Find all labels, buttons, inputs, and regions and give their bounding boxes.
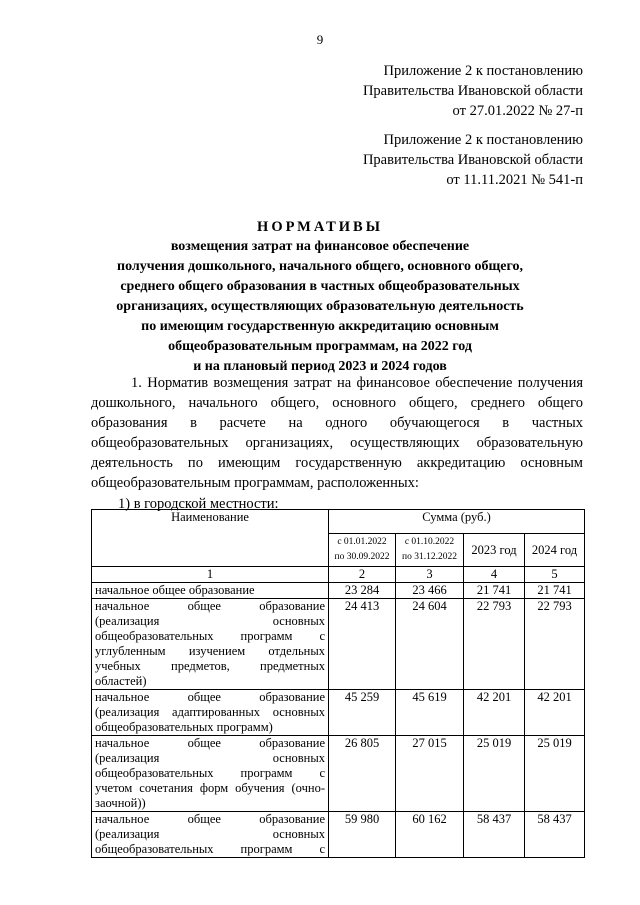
table-row [92, 736, 585, 812]
value-2023: 42 201 [464, 690, 525, 736]
table-row [92, 599, 585, 690]
value-2024: 22 793 [525, 599, 585, 690]
value-period-2: 45 619 [396, 690, 464, 736]
value-2023: 22 793 [464, 599, 525, 690]
row-name-line: общеобразовательных программ) [95, 720, 273, 734]
value-period-2: 23 466 [396, 583, 464, 599]
row-name [92, 583, 329, 599]
row-name-line: общеобразовательных программ с [95, 842, 325, 856]
appendix-line: Правительства Ивановской области [362, 152, 583, 168]
header-year-2024: 2024 год [525, 534, 585, 567]
row-name-line: (реализация основных [95, 827, 325, 841]
value-period-2: 60 162 [396, 812, 464, 858]
row-name-line: заочной)) [95, 796, 146, 810]
paragraph-1: 1. Норматив возмещения затрат на финансовое обеспечение получения дошкольного, начального общего, основного общего, среднего общего образования в расчете на одного обучающегося в частных общеобразовательных организациях, осуществляющих образовательную деятельность по имеющим государственную аккредитацию основным общеобразовательным программам, расположенных: [91, 375, 583, 491]
header-period-1-from: с 01.01.2022 [337, 537, 387, 547]
header-period-2 [396, 534, 464, 567]
row-name-line: (реализация основных [95, 751, 325, 765]
title-line: получения дошкольного, начального общего, основного общего, [117, 259, 523, 274]
value-period-2: 24 604 [396, 599, 464, 690]
table-row [92, 583, 585, 599]
value-period-1: 24 413 [329, 599, 396, 690]
title-line: и на плановый период 2023 и 2024 годов [193, 359, 447, 374]
title-line: по имеющим государственную аккредитацию основным [141, 319, 499, 334]
column-number: 2 [329, 567, 396, 583]
value-2024: 58 437 [525, 812, 585, 858]
row-name-line: учебных предметов, предметных [95, 659, 325, 673]
header-period-2-to: по 31.12.2022 [402, 552, 457, 562]
header-period-1 [329, 534, 396, 567]
value-period-2: 27 015 [396, 736, 464, 812]
appendix-line: Приложение 2 к постановлению [383, 132, 583, 148]
row-name-line: (реализация основных [95, 614, 325, 628]
title-line: среднего общего образования в частных общеобразовательных [120, 279, 520, 294]
value-period-1: 23 284 [329, 583, 396, 599]
appendix-note-current [363, 61, 583, 121]
row-name [92, 812, 329, 858]
norms-table [91, 509, 585, 858]
value-2023: 21 741 [464, 583, 525, 599]
document-title [70, 217, 570, 377]
page-number: 9 [316, 32, 324, 47]
header-year-2023: 2023 год [464, 534, 525, 567]
value-period-1: 45 259 [329, 690, 396, 736]
table-row [92, 690, 585, 736]
value-2024: 25 019 [525, 736, 585, 812]
value-2023: 58 437 [464, 812, 525, 858]
row-name-line: начальное общее образование [95, 736, 325, 750]
header-name: Наименование [92, 510, 329, 567]
title-line: организациях, осуществляющих образовательную деятельность [116, 299, 524, 314]
row-name-line: общеобразовательных программ с [95, 629, 325, 643]
appendix-line: от 11.11.2021 № 541-п [446, 172, 583, 188]
row-name [92, 690, 329, 736]
appendix-line: Правительства Ивановской области [362, 83, 583, 99]
appendix-line: от 27.01.2022 № 27-п [452, 103, 583, 119]
value-period-1: 59 980 [329, 812, 396, 858]
value-period-1: 26 805 [329, 736, 396, 812]
appendix-line: Приложение 2 к постановлению [383, 63, 583, 79]
row-name-line: начальное общее образование [95, 812, 325, 826]
column-number: 3 [396, 567, 464, 583]
column-number: 1 [92, 567, 329, 583]
row-name-line: углубленным изучением отдельных [95, 644, 325, 658]
title-line: возмещения затрат на финансовое обеспечение [170, 239, 470, 254]
header-period-1-to: по 30.09.2022 [334, 552, 390, 562]
row-name-line: (реализация адаптированных основных [95, 705, 325, 719]
title-main: НОРМАТИВЫ [257, 219, 383, 235]
header-sum: Сумма (руб.) [329, 510, 585, 534]
subheading-urban: 1) в городской местности: [118, 496, 279, 512]
appendix-note-original [363, 130, 583, 190]
title-line: общеобразовательным программам, на 2022 год [168, 339, 472, 354]
row-name-line: областей) [95, 674, 147, 688]
row-name-line: общеобразовательных программ с [95, 766, 325, 780]
column-number: 4 [464, 567, 525, 583]
row-name [92, 736, 329, 812]
value-2024: 42 201 [525, 690, 585, 736]
column-number: 5 [525, 567, 585, 583]
table-row [92, 812, 585, 858]
row-name-line: начальное общее образование [95, 690, 325, 704]
header-period-2-from: с 01.10.2022 [404, 537, 455, 547]
row-name [92, 599, 329, 690]
value-2024: 21 741 [525, 583, 585, 599]
value-2023: 25 019 [464, 736, 525, 812]
row-name-line: начальное общее образование [95, 583, 255, 597]
row-name-line: начальное общее образование [95, 599, 325, 613]
row-name-line: учетом сочетания форм обучения (очно- [95, 781, 325, 795]
